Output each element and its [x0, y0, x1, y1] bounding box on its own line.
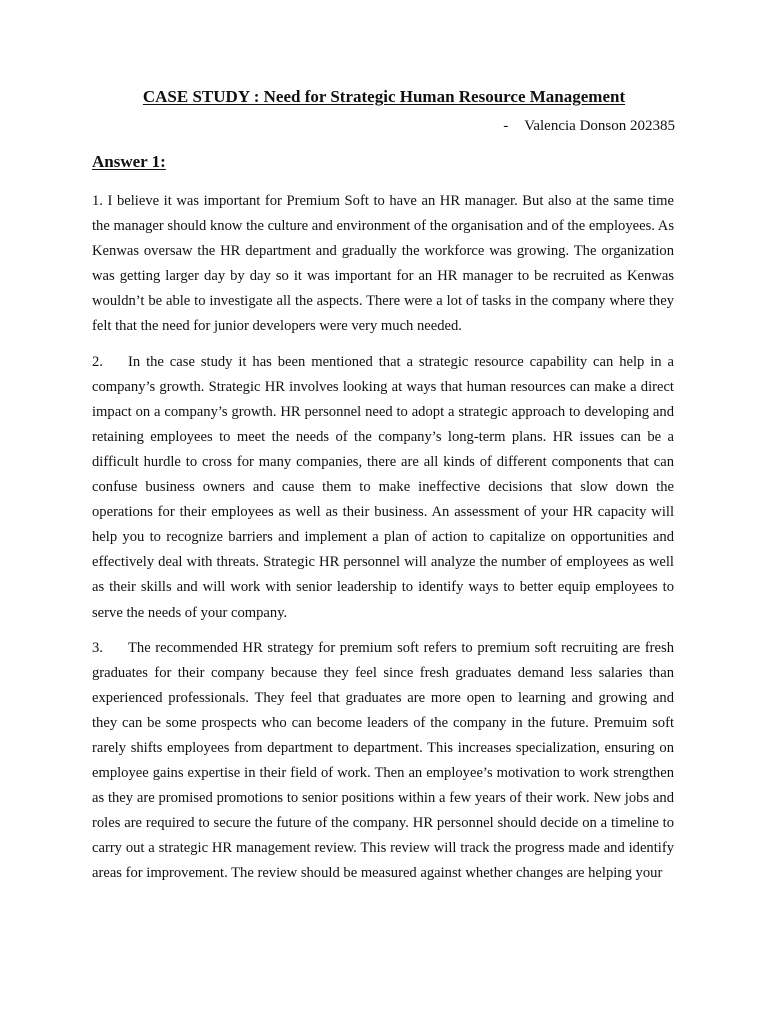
paragraph-number: 2.	[92, 353, 103, 370]
paragraph-text: I believe it was important for Premium Soft to have an HR manager. But also at the same time the manager should know the culture and environment of the organisation and of the employees. As Kenwas oversaw the HR department and gradually the workforce was growing. The organization was getting larger day by day so it was important for an HR manager to be recruited as Kenwas wouldn’t be able to investigate all the aspects. There were a lot of tasks in the company where they felt that the need for junior developers were very much needed.	[92, 193, 674, 335]
paragraph-number: 1.	[92, 193, 103, 209]
document-title: CASE STUDY : Need for Strategic Human Resource Management	[142, 87, 626, 106]
document-body	[92, 189, 674, 897]
author-name: Valencia Donson 202385	[524, 118, 675, 134]
answer-heading: Answer 1:	[92, 152, 166, 171]
paragraph-text: In the case study it has been mentioned that a strategic resource capability can help in a company’s growth. Strategic HR involves looking at ways that human resources can make a direct impact on a company’s growth. HR personnel need to adopt a strategic approach to developing and retaining employees to meet the needs of the company’s long-term plans. HR issues can be a difficult hurdle to cross for many companies, there are all kinds of different components that can confuse business owners and cause them to make ineffective decisions that slow down the operations for their employees as well as their business. An assessment of your HR capacity will help you to recognize barriers and implement a plan of action to capitalize on opportunities and effectively deal with threats. Strategic HR personnel will analyze the number of employees as well as their skills and will work with senior leadership to identify ways to better equip employees to serve the needs of your company.	[92, 353, 674, 621]
author-line	[503, 118, 675, 135]
paragraph-text: The recommended HR strategy for premium soft refers to premium soft recruiting are fresh graduates for their company because they feel since fresh graduates demand less salaries than experienced professionals. They feel that graduates are more open to learning and growing and they can be some prospects who can become leaders of the company in the future. Premuim soft rarely shifts employees from department to department. This increases specialization, ensuring on employee gains expertise in their field of work. Then an employee’s motivation to work strengthen as they are promised promotions to senior positions within a few years of their work. New jobs and roles are required to secure the future of the company. HR personnel should decide on a timeline to carry out a strategic HR management review. This review will track the progress made and identify areas for improvement. The review should be measured against whether changes are helping your	[92, 639, 674, 882]
paragraph-1	[92, 189, 674, 340]
paragraph-2	[92, 350, 674, 626]
author-dash: -	[503, 118, 509, 134]
paragraph-number: 3.	[92, 639, 103, 656]
paragraph-3	[92, 636, 674, 887]
